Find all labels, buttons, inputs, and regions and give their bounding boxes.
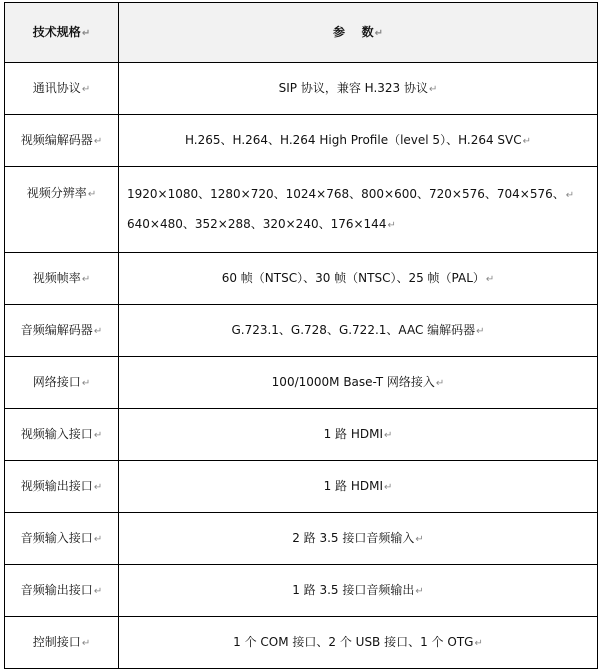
- paragraph-mark-icon: ↵: [415, 585, 424, 597]
- paragraph-mark-icon: ↵: [485, 273, 495, 285]
- table-header-row: [5, 3, 598, 63]
- row-value: [119, 461, 598, 513]
- paragraph-mark-icon: ↵: [476, 325, 485, 337]
- paragraph-mark-icon: ↵: [93, 325, 103, 337]
- row-value: [119, 513, 598, 565]
- table-row: [5, 617, 598, 669]
- header-value-text: 参 数: [332, 24, 374, 39]
- row-value-text-line1: 1920×1080、1280×720、1024×768、800×600、720×576、704×576、: [127, 186, 565, 201]
- paragraph-mark-icon: ↵: [415, 533, 424, 545]
- row-value-text: 60 帧（NTSC）、30 帧（NTSC）、25 帧（PAL）: [221, 270, 485, 285]
- table-row: [5, 409, 598, 461]
- row-name-text: 视频帧率: [32, 270, 81, 285]
- paragraph-mark-icon: ↵: [387, 219, 396, 231]
- paragraph-mark-icon: ↵: [93, 429, 103, 441]
- row-value-line2-wrap: [127, 216, 597, 234]
- table-row: [5, 513, 598, 565]
- row-name-text: 视频输入接口: [20, 426, 93, 441]
- paragraph-mark-icon: ↵: [474, 637, 483, 649]
- row-value-text: 100/1000M Base-T 网络接入: [271, 374, 435, 389]
- row-name: [5, 253, 119, 305]
- paragraph-mark-icon: ↵: [384, 481, 393, 493]
- row-name: [5, 167, 119, 253]
- row-name: [5, 409, 119, 461]
- header-spec-value: [119, 3, 598, 63]
- paragraph-mark-icon: ↵: [81, 83, 91, 95]
- row-name: [5, 461, 119, 513]
- row-value-text: 1 路 HDMI: [323, 478, 384, 493]
- row-name: [5, 513, 119, 565]
- row-name: [5, 63, 119, 115]
- row-name: [5, 617, 119, 669]
- paragraph-mark-icon: ↵: [428, 83, 438, 95]
- row-name: [5, 565, 119, 617]
- table-row: [5, 167, 598, 253]
- row-value: [119, 565, 598, 617]
- table-row: [5, 357, 598, 409]
- row-name-text: 音频编解码器: [20, 322, 93, 337]
- row-value-text: 1 路 HDMI: [323, 426, 384, 441]
- row-value: [119, 63, 598, 115]
- row-value: [119, 357, 598, 409]
- row-name-text: 音频输入接口: [20, 530, 93, 545]
- paragraph-mark-icon: ↵: [374, 27, 384, 39]
- paragraph-mark-icon: ↵: [81, 637, 91, 649]
- table-row: [5, 565, 598, 617]
- row-name: [5, 115, 119, 167]
- resolution-value-block: [127, 186, 597, 234]
- paragraph-mark-icon: ↵: [384, 429, 393, 441]
- row-value-text: 2 路 3.5 接口音频输入: [292, 530, 415, 545]
- row-value-text: H.265、H.264、H.264 High Profile（level 5）、H.264 SVC: [184, 132, 522, 147]
- header-spec-name: [5, 3, 119, 63]
- paragraph-mark-icon: ↵: [81, 273, 91, 285]
- row-name-text: 视频输出接口: [20, 478, 93, 493]
- row-name-text: 视频分辨率: [26, 186, 87, 200]
- row-value: [119, 115, 598, 167]
- row-value-text: SIP 协议，兼容 H.323 协议: [278, 80, 428, 95]
- row-name-text: 控制接口: [32, 634, 81, 649]
- row-value: [119, 253, 598, 305]
- row-value-text-line2: 640×480、352×288、320×240、176×144: [127, 216, 387, 231]
- table-row: [5, 253, 598, 305]
- row-value: [119, 305, 598, 357]
- row-value: [119, 167, 598, 253]
- table-row: [5, 63, 598, 115]
- paragraph-mark-icon: ↵: [93, 481, 103, 493]
- row-value: [119, 617, 598, 669]
- row-name-text: 音频输出接口: [20, 582, 93, 597]
- row-name-text: 网络接口: [32, 374, 81, 389]
- paragraph-mark-icon: ↵: [93, 585, 103, 597]
- table-row: [5, 461, 598, 513]
- row-name-text: 通讯协议: [32, 80, 81, 95]
- paragraph-mark-icon: ↵: [87, 189, 97, 200]
- paragraph-mark-icon: ↵: [435, 377, 445, 389]
- paragraph-mark-icon: ↵: [81, 377, 91, 389]
- row-name: [5, 357, 119, 409]
- paragraph-mark-icon: ↵: [93, 533, 103, 545]
- row-value-text: G.723.1、G.728、G.722.1、AAC 编解码器: [231, 322, 476, 337]
- table-row: [5, 305, 598, 357]
- paragraph-mark-icon: ↵: [81, 27, 91, 39]
- row-name: [5, 305, 119, 357]
- table-row: [5, 115, 598, 167]
- row-value-text: 1 个 COM 接口、2 个 USB 接口、1 个 OTG: [233, 634, 474, 649]
- paragraph-mark-icon: ↵: [565, 189, 575, 201]
- row-value-text: 1 路 3.5 接口音频输出: [292, 582, 415, 597]
- spec-table: [4, 2, 598, 669]
- paragraph-mark-icon: ↵: [93, 135, 103, 147]
- header-name-text: 技术规格: [32, 24, 81, 39]
- paragraph-mark-icon: ↵: [522, 135, 532, 147]
- row-value: [119, 409, 598, 461]
- row-name-text: 视频编解码器: [20, 132, 93, 147]
